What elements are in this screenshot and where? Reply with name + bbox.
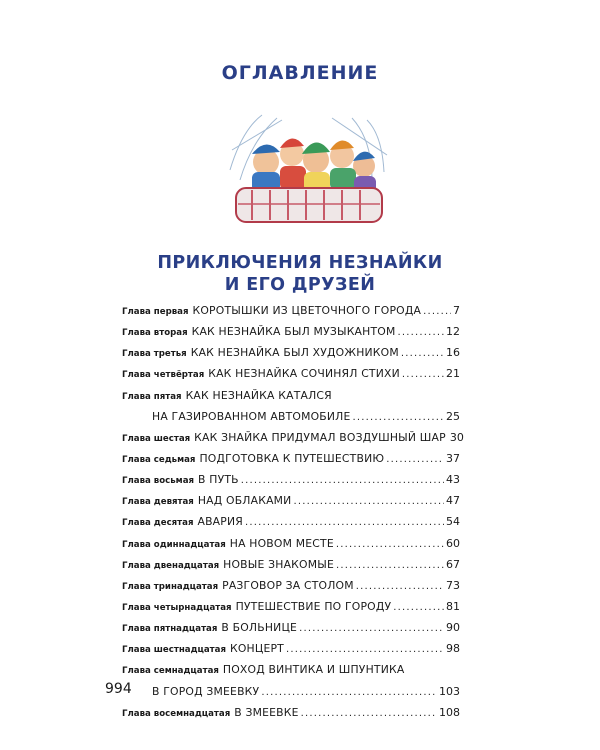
chapter-prefix: Глава двенадцатая bbox=[122, 560, 220, 571]
chapter-prefix: Глава девятая bbox=[122, 497, 194, 508]
balloon-basket-illustration bbox=[222, 110, 394, 228]
chapter-prefix: Глава тринадцатая bbox=[122, 581, 219, 592]
dot-leader bbox=[397, 327, 444, 338]
chapter-prefix: Глава седьмая bbox=[122, 454, 196, 465]
chapter-title: КОРОТЫШКИ ИЗ ЦВЕТОЧНОГО ГОРОДА bbox=[192, 304, 422, 317]
chapter-title: КАК НЕЗНАЙКА КАТАЛСЯ bbox=[185, 388, 332, 402]
page-ref: 103 bbox=[439, 684, 460, 698]
page-ref: 7 bbox=[453, 304, 460, 317]
toc-entry[interactable] bbox=[122, 346, 460, 367]
chapter-title: РАЗГОВОР ЗА СТОЛОМ bbox=[222, 578, 354, 592]
page-ref: 21 bbox=[446, 367, 460, 381]
page-number: 994 bbox=[105, 681, 132, 697]
dot-leader bbox=[336, 560, 444, 571]
book-title-line: И ЕГО ДРУЗЕЙ bbox=[224, 275, 376, 295]
toc-entry[interactable] bbox=[122, 389, 460, 410]
toc-entry[interactable] bbox=[122, 663, 460, 684]
chapter-title: ПОХОД ВИНТИКА И ШПУНТИКА bbox=[222, 663, 405, 677]
toc-entry[interactable] bbox=[122, 579, 460, 600]
illustration bbox=[222, 110, 394, 228]
page-ref: 67 bbox=[446, 557, 460, 571]
toc-entry[interactable] bbox=[122, 410, 460, 431]
chapter-title: НА НОВОМ МЕСТЕ bbox=[229, 536, 334, 550]
toc-entry[interactable] bbox=[122, 325, 460, 346]
dot-leader bbox=[286, 644, 444, 655]
dot-leader bbox=[402, 369, 444, 380]
chapter-title: КАК ЗНАЙКА ПРИДУМАЛ ВОЗДУШНЫЙ ШАР bbox=[194, 430, 446, 444]
page-ref: 30 bbox=[449, 430, 464, 444]
toc-entry[interactable] bbox=[122, 367, 460, 388]
chapter-title: КАК НЕЗНАЙКА БЫЛ МУЗЫКАНТОМ bbox=[191, 325, 396, 339]
chapter-title: НА ГАЗИРОВАННОМ АВТОМОБИЛЕ bbox=[152, 409, 351, 423]
chapter-prefix: Глава третья bbox=[122, 349, 187, 360]
chapter-title: КОНЦЕРТ bbox=[229, 642, 284, 656]
page-ref: 73 bbox=[446, 578, 460, 592]
chapter-prefix: Глава пятая bbox=[122, 391, 182, 402]
toc-entry[interactable] bbox=[122, 473, 460, 494]
toc-entry[interactable] bbox=[122, 685, 460, 706]
dot-leader bbox=[301, 708, 437, 719]
toc-entry[interactable] bbox=[122, 600, 460, 621]
dot-leader bbox=[336, 539, 444, 550]
toc-entry[interactable] bbox=[122, 621, 460, 642]
page-ref: 12 bbox=[446, 325, 460, 339]
chapter-title: АВАРИЯ bbox=[197, 515, 243, 529]
dot-leader bbox=[241, 475, 444, 486]
toc-entry[interactable] bbox=[122, 537, 460, 558]
chapter-title: В ЗМЕЕВКЕ bbox=[234, 705, 299, 719]
dot-leader bbox=[401, 348, 444, 359]
chapter-title: В ПУТЬ bbox=[198, 473, 239, 487]
toc-entry[interactable] bbox=[122, 515, 460, 536]
dot-leader bbox=[261, 687, 437, 698]
chapter-prefix: Глава четвёртая bbox=[122, 370, 205, 381]
toc-entry[interactable] bbox=[122, 430, 464, 452]
page-ref: 16 bbox=[446, 346, 460, 360]
page-title: ОГЛАВЛЕНИЕ bbox=[221, 62, 379, 84]
chapter-title: НОВЫЕ ЗНАКОМЫЕ bbox=[223, 557, 335, 571]
page-ref: 43 bbox=[446, 473, 460, 487]
chapter-prefix: Глава четырнадцатая bbox=[122, 602, 232, 613]
chapter-prefix: Глава одиннадцатая bbox=[122, 539, 226, 550]
chapter-prefix: Глава шестнадцатая bbox=[122, 645, 226, 656]
book-title-line: ПРИКЛЮЧЕНИЯ НЕЗНАЙКИ bbox=[157, 253, 443, 273]
dot-leader bbox=[356, 581, 444, 592]
chapter-prefix: Глава семнадцатая bbox=[122, 666, 219, 677]
toc-entry[interactable] bbox=[122, 558, 460, 579]
chapter-prefix: Глава десятая bbox=[122, 518, 194, 529]
page-ref: 90 bbox=[446, 621, 460, 635]
chapter-title: КАК НЕЗНАЙКА БЫЛ ХУДОЖНИКОМ bbox=[190, 346, 399, 360]
chapter-title: В ГОРОД ЗМЕЕВКУ bbox=[152, 684, 260, 698]
page-ref: 108 bbox=[439, 705, 460, 719]
dot-leader bbox=[299, 623, 444, 634]
toc-entry[interactable] bbox=[122, 706, 460, 727]
toc-entry[interactable] bbox=[122, 494, 460, 515]
dot-leader bbox=[386, 454, 444, 465]
chapter-prefix: Глава восьмая bbox=[122, 476, 195, 487]
chapter-title: ПОДГОТОВКА К ПУТЕШЕСТВИЮ bbox=[199, 451, 385, 465]
page-ref: 81 bbox=[446, 599, 460, 613]
toc-entry[interactable] bbox=[122, 642, 460, 663]
dot-leader bbox=[423, 306, 451, 317]
chapter-prefix: Глава восемнадцатая bbox=[122, 708, 231, 719]
chapter-title: ПУТЕШЕСТВИЕ ПО ГОРОДУ bbox=[235, 599, 392, 613]
book-title bbox=[0, 252, 600, 296]
page-ref: 37 bbox=[446, 451, 460, 465]
toc-entry[interactable] bbox=[122, 304, 460, 325]
dot-leader bbox=[353, 412, 444, 423]
dot-leader bbox=[393, 602, 444, 613]
dot-leader bbox=[245, 517, 444, 528]
page-ref: 60 bbox=[446, 536, 460, 550]
page-ref: 98 bbox=[446, 642, 460, 656]
chapter-prefix: Глава вторая bbox=[122, 328, 188, 339]
chapter-title: НАД ОБЛАКАМИ bbox=[197, 494, 292, 508]
table-of-contents bbox=[122, 304, 464, 727]
dot-leader bbox=[293, 496, 444, 507]
toc-entry[interactable] bbox=[122, 452, 460, 473]
page-ref: 47 bbox=[446, 494, 460, 508]
page-ref: 25 bbox=[446, 409, 460, 423]
chapter-prefix: Глава шестая bbox=[122, 433, 191, 444]
chapter-title: КАК НЕЗНАЙКА СОЧИНЯЛ СТИХИ bbox=[208, 367, 400, 381]
chapter-title: В БОЛЬНИЦЕ bbox=[221, 621, 298, 635]
chapter-prefix: Глава пятнадцатая bbox=[122, 624, 218, 635]
page-ref: 54 bbox=[446, 515, 460, 529]
chapter-prefix: Глава первая bbox=[122, 307, 189, 317]
